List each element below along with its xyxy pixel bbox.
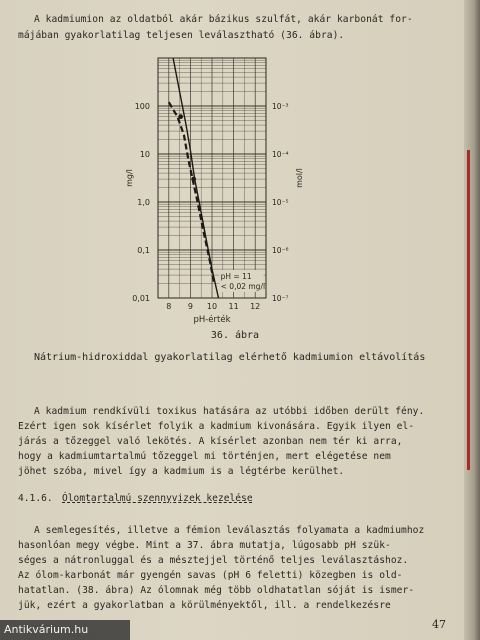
y-tick-label-right: 10⁻³ <box>272 102 289 111</box>
y-tick-label-left: 0,01 <box>132 294 150 303</box>
x-tick-label: 8 <box>166 302 172 311</box>
x-tick-label: 12 <box>250 302 261 311</box>
p2-line: A semlegesítés, illetve a fémion leválasztás folyamata a kadmiumhoz <box>34 525 425 536</box>
data-point <box>178 114 183 119</box>
p2-line: jük, ezért a gyakorlatban a körülményektől, ill. a rendelkezésre <box>18 600 391 611</box>
series-dashed-line <box>169 102 214 283</box>
y-axis-label-left: mg/l <box>125 169 134 187</box>
figure-subtitle: Nátrium-hidroxiddal gyakorlatilag elérhető kadmiumion eltávolítás <box>34 352 426 363</box>
annotation-text: < 0,02 mg/l <box>220 281 266 291</box>
y-tick-label-right: 10⁻⁶ <box>272 246 289 255</box>
x-axis-label: pH-érték <box>193 315 231 325</box>
annotation-text: pH = 11 <box>220 271 252 281</box>
figure-36-chart <box>0 50 470 340</box>
p2-line: hasonlóan megy végbe. Mint a 37. ábra mutatja, lúgosabb pH szük- <box>18 540 391 551</box>
y-axis-label-right: mol/l <box>295 168 304 188</box>
p1-line: A kadmium rendkívüli toxikus hatására az utóbbi időben derült fény. <box>34 406 425 417</box>
p1-line: járás a tőzeggel való lekötés. A kísérlet azonban nem tér ki arra, <box>18 436 403 447</box>
chart-series <box>169 58 219 298</box>
y-tick-label-right: 10⁻⁴ <box>272 150 289 159</box>
x-tick-label: 11 <box>228 302 239 311</box>
p2-line: séges a nátronluggal és a mésztejjel történő teljes leválasztáshoz. <box>18 555 409 566</box>
figure-caption: 36. ábra <box>210 330 260 341</box>
p1-line: jöhet szóba, mivel így a kadmium is a légtérbe kerülhet. <box>18 466 345 477</box>
y-tick-label-left: 10 <box>139 150 150 159</box>
y-tick-label-left: 0,1 <box>137 246 150 255</box>
p1-line: hogy a kadmiumtartalmú tőzeggel mi történjen, mert elégetése nem <box>18 451 391 462</box>
x-tick-label: 9 <box>187 302 193 311</box>
chart-grid <box>158 58 266 298</box>
y-tick-label-left: 1,0 <box>137 198 150 207</box>
p1-line: Ezért igen sok kísérlet folyik a kadmium kivonására. Egyik ilyen el- <box>18 421 415 432</box>
data-point <box>191 177 196 182</box>
intro-line-2: májában gyakorlatilag teljesen leválasztható (36. ábra). <box>18 30 345 41</box>
book-edge-red-stripe <box>467 150 470 470</box>
y-tick-label-right: 10⁻⁷ <box>272 294 289 303</box>
p2-line: hatatlan. (38. ábra) Az ólomnak még több oldhatatlan sóját is ismer- <box>18 585 415 596</box>
chart-labels <box>125 102 304 325</box>
intro-line-1: A kadmiumion az oldatból akár bázikus szulfát, akár karbonát for- <box>34 14 413 25</box>
p2-line: Az ólom-karbonát már gyengén savas (pH 6 feletti) közegben is old- <box>18 570 403 581</box>
section-number: 4.1.6. <box>18 493 53 504</box>
watermark-logo: Antikvárium.hu <box>0 620 130 640</box>
y-tick-label-right: 10⁻⁵ <box>272 198 289 207</box>
section-title: Ólomtartalmú szennyvizek kezelése <box>62 493 253 504</box>
x-tick-label: 10 <box>206 302 218 311</box>
y-tick-label-left: 100 <box>134 102 150 111</box>
page-number: 47 <box>432 618 446 631</box>
